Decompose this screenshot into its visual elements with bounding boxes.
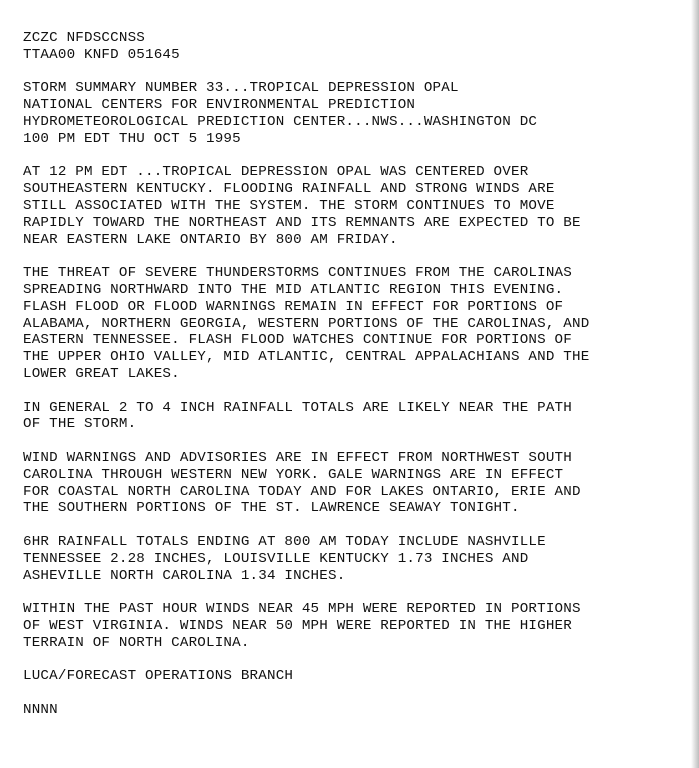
text-line: SOUTHEASTERN KENTUCKY. FLOODING RAINFALL AND STRONG WINDS ARE	[23, 181, 555, 198]
signature-line: LUCA/FORECAST OPERATIONS BRANCH	[23, 668, 294, 685]
bulletin-header	[23, 30, 683, 64]
text-line: THE SOUTHERN PORTIONS OF THE ST. LAWRENCE SEAWAY TONIGHT.	[23, 500, 520, 517]
text-line: LOWER GREAT LAKES.	[23, 365, 180, 382]
text-line: EASTERN TENNESSEE. FLASH FLOOD WATCHES CONTINUE FOR PORTIONS OF	[23, 332, 572, 349]
text-line: FLASH FLOOD OR FLOOD WARNINGS REMAIN IN EFFECT FOR PORTIONS OF	[23, 298, 564, 315]
text-line: SPREADING NORTHWARD INTO THE MID ATLANTIC REGION THIS EVENING.	[23, 281, 564, 298]
storm-summary-bulletin	[23, 30, 683, 719]
paragraph-position	[23, 164, 683, 248]
text-line: OF THE STORM.	[23, 416, 137, 433]
end-marker: NNNN	[23, 701, 58, 718]
text-line: WITHIN THE PAST HOUR WINDS NEAR 45 MPH WERE REPORTED IN PORTIONS	[23, 601, 581, 618]
awips-header-line: TTAA00 KNFD 051645	[23, 46, 180, 63]
text-line: 6HR RAINFALL TOTALS ENDING AT 800 AM TODAY INCLUDE NASHVILLE	[23, 533, 546, 550]
paragraph-wind-warnings	[23, 450, 683, 517]
text-line: TENNESSEE 2.28 INCHES, LOUISVILLE KENTUCKY 1.73 INCHES AND	[23, 550, 529, 567]
text-line: TERRAIN OF NORTH CAROLINA.	[23, 634, 250, 651]
text-line: ASHEVILLE NORTH CAROLINA 1.34 INCHES.	[23, 567, 346, 584]
paragraph-wind-reports	[23, 601, 683, 651]
text-line: THE THREAT OF SEVERE THUNDERSTORMS CONTINUES FROM THE CAROLINAS	[23, 265, 572, 282]
wmo-header-line: ZCZC NFDSCCNSS	[23, 30, 145, 46]
text-line: AT 12 PM EDT ...TROPICAL DEPRESSION OPAL WAS CENTERED OVER	[23, 164, 529, 181]
text-line: OF WEST VIRGINIA. WINDS NEAR 50 MPH WERE REPORTED IN THE HIGHER	[23, 617, 572, 634]
text-line: RAPIDLY TOWARD THE NORTHEAST AND ITS REMNANTS ARE EXPECTED TO BE	[23, 214, 581, 231]
issued-time-line: 100 PM EDT THU OCT 5 1995	[23, 130, 241, 147]
text-line: STILL ASSOCIATED WITH THE SYSTEM. THE STORM CONTINUES TO MOVE	[23, 197, 555, 214]
text-line: NEAR EASTERN LAKE ONTARIO BY 800 AM FRIDAY.	[23, 231, 398, 248]
paragraph-rainfall-general	[23, 400, 683, 434]
office-line: HYDROMETEOROLOGICAL PREDICTION CENTER...NWS...WASHINGTON DC	[23, 113, 538, 130]
bulletin-end	[23, 702, 683, 719]
text-line: IN GENERAL 2 TO 4 INCH RAINFALL TOTALS ARE LIKELY NEAR THE PATH	[23, 399, 572, 416]
text-line: FOR COASTAL NORTH CAROLINA TODAY AND FOR LAKES ONTARIO, ERIE AND	[23, 483, 581, 500]
text-line: WIND WARNINGS AND ADVISORIES ARE IN EFFECT FROM NORTHWEST SOUTH	[23, 449, 572, 466]
text-line: CAROLINA THROUGH WESTERN NEW YORK. GALE WARNINGS ARE IN EFFECT	[23, 466, 564, 483]
bulletin-signature	[23, 668, 683, 685]
text-line: ALABAMA, NORTHERN GEORGIA, WESTERN PORTIONS OF THE CAROLINAS, AND	[23, 315, 590, 332]
text-line: THE UPPER OHIO VALLEY, MID ATLANTIC, CENTRAL APPALACHIANS AND THE	[23, 349, 590, 366]
paragraph-threat	[23, 265, 683, 383]
agency-line: NATIONAL CENTERS FOR ENVIRONMENTAL PREDICTION	[23, 97, 416, 114]
summary-number-line: STORM SUMMARY NUMBER 33...TROPICAL DEPRESSION OPAL	[23, 80, 459, 97]
paragraph-rainfall-totals	[23, 534, 683, 584]
bulletin-title	[23, 80, 683, 147]
page-edge-shadow	[691, 0, 699, 768]
